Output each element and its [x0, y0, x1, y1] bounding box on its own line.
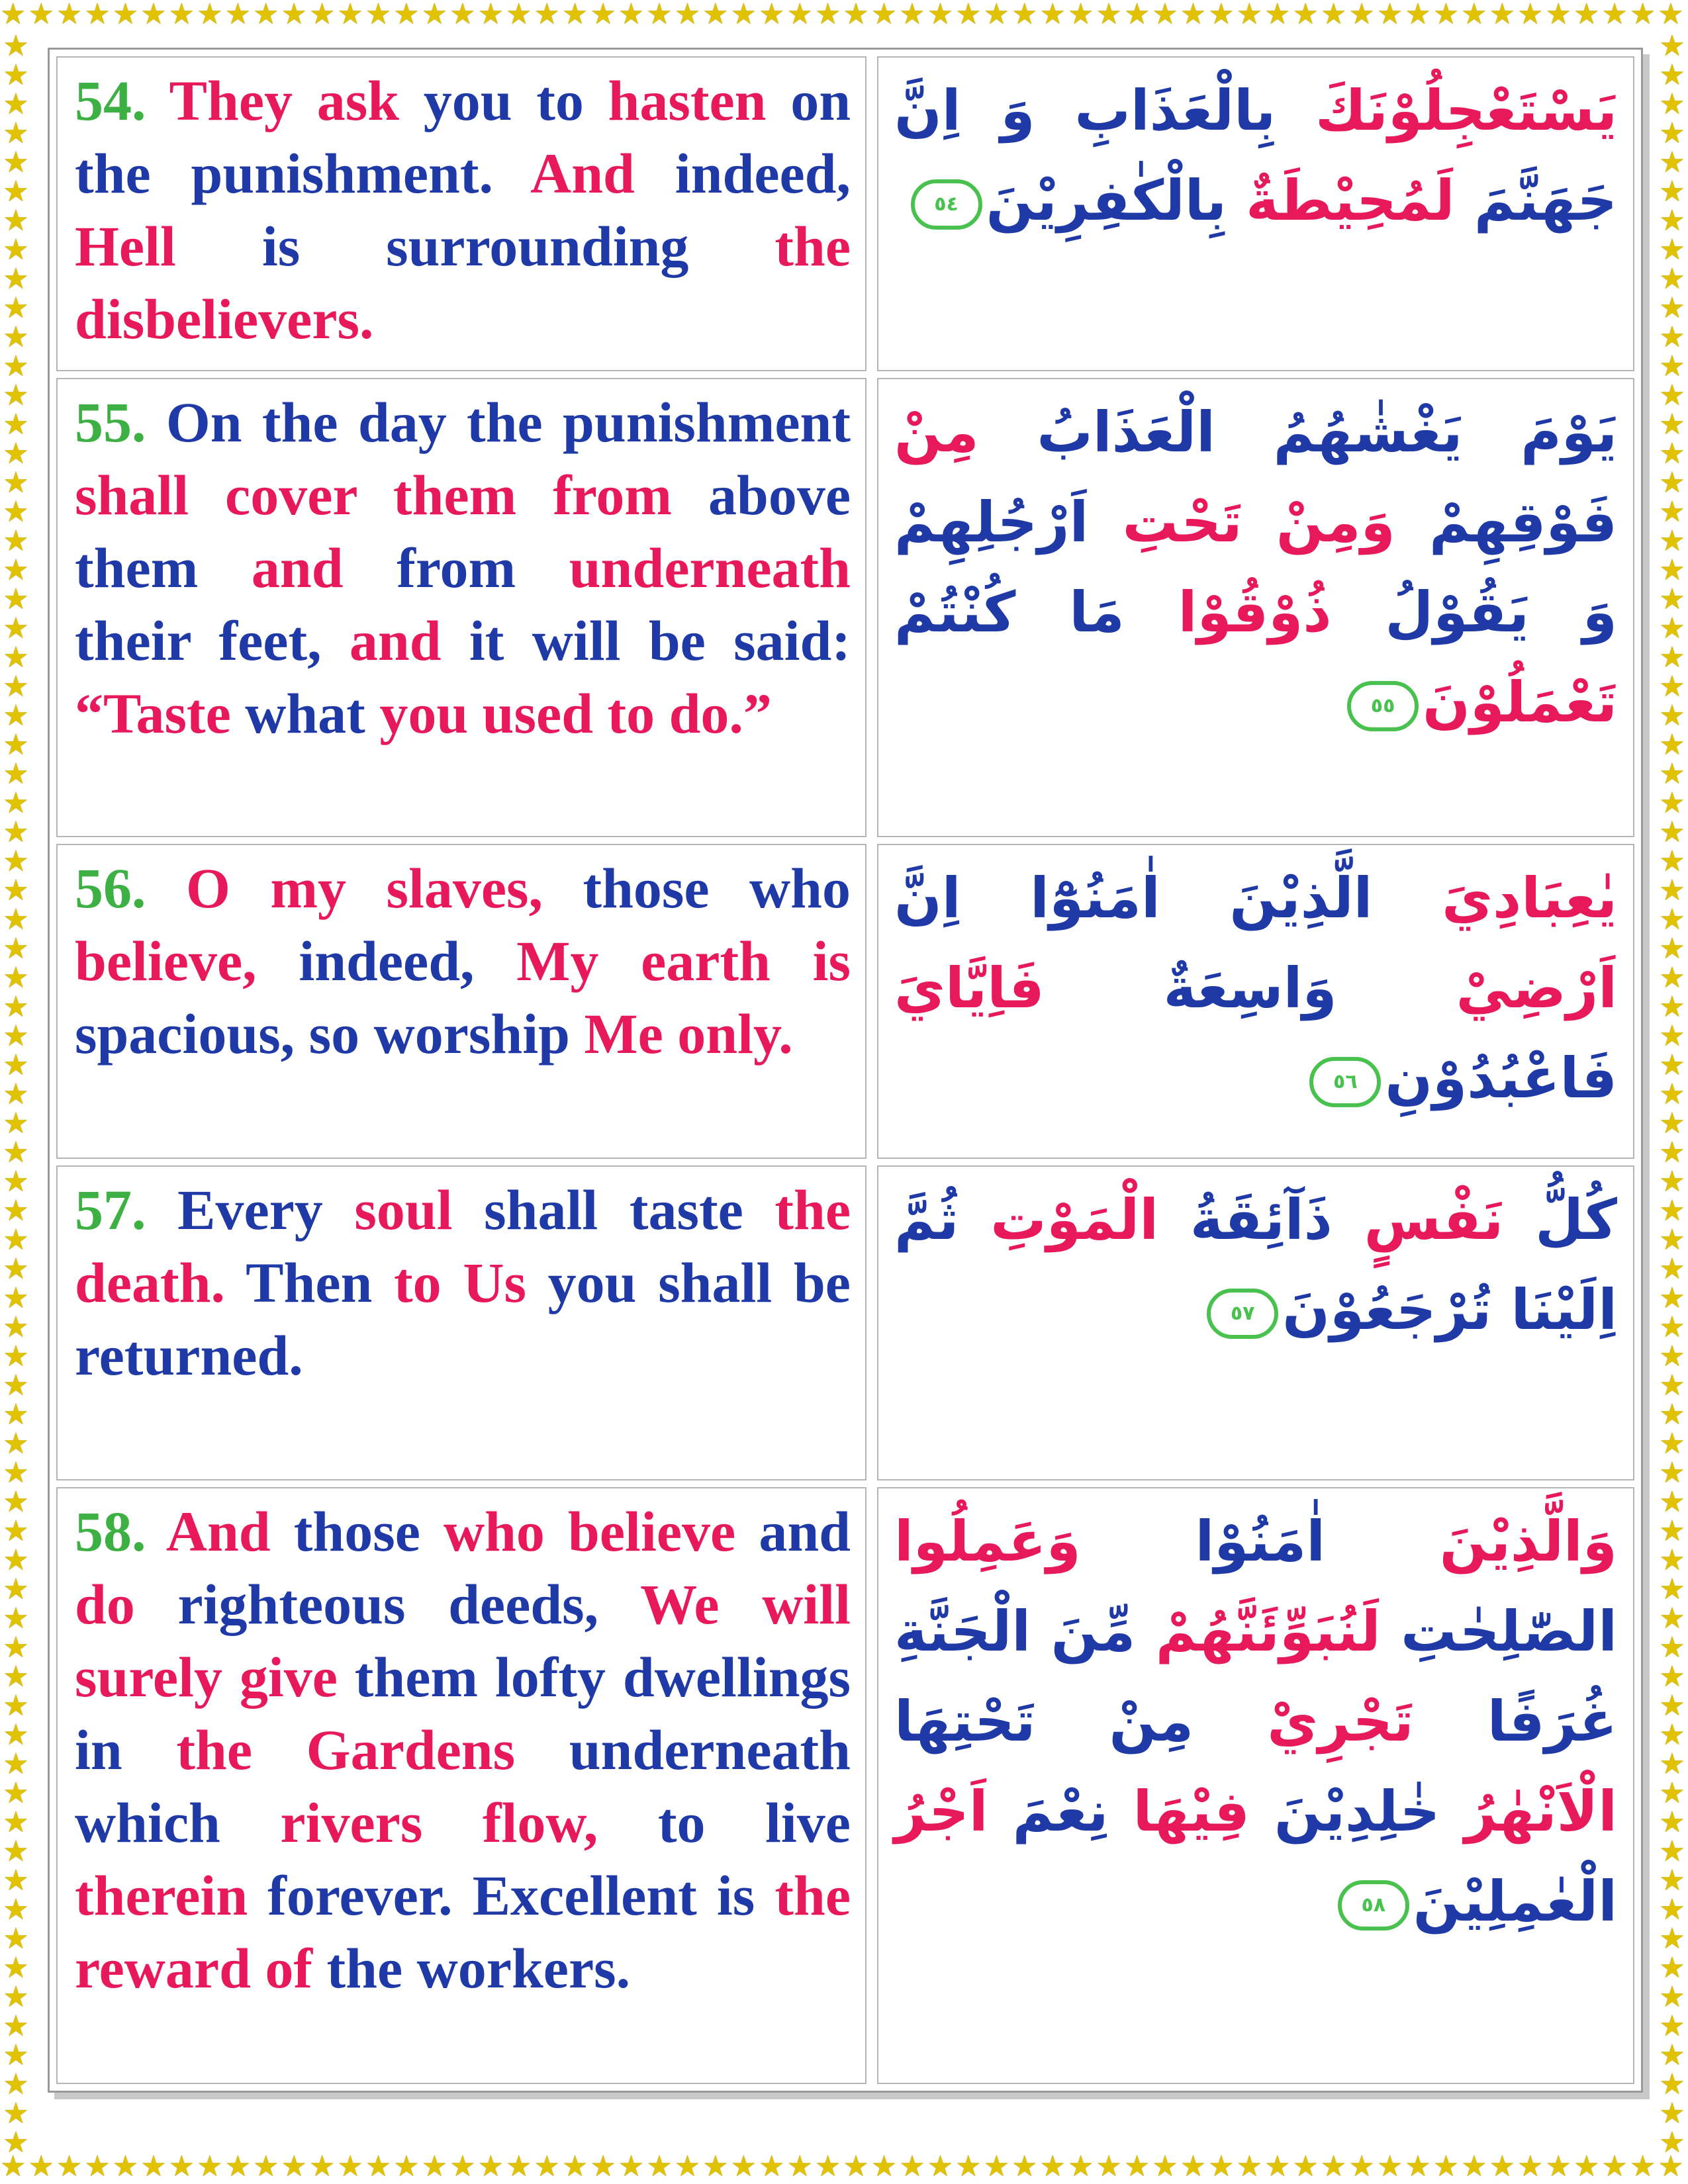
english-segment: We will surely give	[75, 1572, 851, 1709]
english-segment: their feet,	[75, 609, 350, 672]
arabic-segment: يٰعِبَادِيَ	[1372, 866, 1617, 931]
english-segment: shall taste	[484, 1178, 775, 1242]
arabic-segment: اَرْضِيْ	[1336, 956, 1617, 1021]
arabic-cell	[877, 1487, 1634, 2084]
english-segment: the death.	[75, 1178, 851, 1314]
arabic-segment: وَالَّذِيْنَ	[1325, 1509, 1617, 1574]
english-segment: forever. Excellent is	[267, 1864, 775, 1927]
arabic-segment: فَاعْبُدُوْنِ	[1385, 1046, 1617, 1111]
ayah-number-marker: ٥٧	[1207, 1289, 1278, 1339]
english-text	[75, 64, 851, 355]
english-segment: indeed,	[299, 929, 517, 993]
arabic-segment: اٰمَنُوْا	[1080, 1509, 1325, 1574]
english-segment: believe,	[75, 929, 299, 993]
english-segment: them lofty dwellings in	[75, 1645, 851, 1782]
arabic-cell	[877, 378, 1634, 837]
arabic-segment: اَرْجُلِهِمْ وَ يَقُوْلُ	[894, 490, 1617, 645]
star-border-bottom: ★★★★★★★★★★★★★★★★★★★★★★★★★★★★★★★★★★★★★★★★★★★★★★★★★★★★★★★★★★★★	[0, 2152, 1686, 2183]
arabic-segment: الْمَوْتِ	[959, 1187, 1159, 1252]
arabic-segment: مَا كُنْتُمْ	[894, 580, 1125, 645]
english-segment: hasten	[608, 69, 791, 132]
arabic-segment: تَجْرِيْ	[1194, 1689, 1414, 1754]
english-segment: And	[530, 142, 675, 205]
english-segment: underneath which	[75, 1718, 851, 1854]
arabic-segment: فَاِيَّايَ	[894, 956, 1045, 1021]
arabic-text	[894, 853, 1617, 1123]
verse-row-54	[56, 56, 1634, 371]
arabic-segment: خٰلِدِيْنَ	[1249, 1779, 1440, 1844]
english-segment: Me only.	[584, 1002, 793, 1066]
english-segment: On the day the punishment	[146, 390, 851, 454]
english-segment: the workers.	[326, 1936, 631, 2000]
verse-number: 56.	[75, 856, 146, 920]
english-segment: above them	[75, 463, 851, 600]
english-segment: and	[251, 536, 397, 600]
arabic-segment: بِالْكٰفِرِيْنَ	[986, 168, 1227, 233]
english-segment: the Gardens	[176, 1718, 569, 1782]
verse-number: 55.	[75, 390, 146, 454]
arabic-segment: تُرْجَعُوْنَ	[1282, 1277, 1492, 1342]
arabic-segment: نِعْمَ	[988, 1779, 1109, 1844]
arabic-segment: الَّذِيْنَ اٰمَنُوْٓا اِنَّ	[894, 866, 1373, 931]
english-segment: soul	[354, 1178, 485, 1242]
arabic-segment: يَسْتَعْجِلُوْنَكَ	[1276, 78, 1617, 143]
english-segment: do	[75, 1572, 178, 1636]
english-segment: you shall be returned.	[75, 1251, 851, 1387]
english-segment: to live	[657, 1791, 851, 1854]
arabic-cell	[877, 844, 1634, 1159]
english-cell	[56, 378, 867, 837]
ayah-number-marker: ٥٨	[1338, 1880, 1409, 1931]
arabic-cell	[877, 1165, 1634, 1480]
arabic-segment: الْعٰمِلِيْنَ	[1413, 1869, 1617, 1934]
english-segment: the disbelievers.	[75, 214, 851, 351]
arabic-segment: الْاَنْهٰرُ	[1440, 1779, 1617, 1844]
english-segment: My earth is	[516, 929, 851, 993]
english-segment: you to	[423, 69, 608, 132]
star-border-left: ★★★★★★★★★★★★★★★★★★★★★★★★★★★★★★★★★★★★★★★★★★★★★★★★★★★★★★★★★★★★★★★★★★★★★★★★★	[3, 32, 29, 2152]
english-text	[75, 852, 851, 1070]
arabic-segment: مِّنَ الْجَنَّةِ غُرَفًا	[894, 1599, 1617, 1754]
english-segment: and	[759, 1500, 851, 1563]
english-segment: it will be said:	[469, 609, 851, 672]
verse-row-56	[56, 844, 1634, 1159]
arabic-segment: تَعْمَلُوْنَ	[1423, 670, 1617, 735]
english-segment: indeed,	[675, 142, 851, 205]
arabic-segment: وَاسِعَةٌ	[1044, 956, 1337, 1021]
arabic-segment: اَجْرُ	[894, 1779, 988, 1844]
arabic-segment: نَفْسٍ	[1332, 1187, 1504, 1252]
english-segment: you used to do.”	[379, 682, 772, 745]
arabic-text	[894, 1496, 1617, 1946]
verse-row-58	[56, 1487, 1634, 2084]
english-text	[75, 1173, 851, 1392]
english-segment: the reward of	[75, 1864, 851, 2000]
english-segment: underneath	[569, 536, 851, 600]
arabic-text	[894, 66, 1617, 246]
arabic-segment: مِنْ تَحْتِهَا	[894, 1689, 1194, 1754]
english-segment: Then	[246, 1251, 395, 1314]
verse-row-57	[56, 1165, 1634, 1480]
english-segment: on the punishment.	[75, 69, 851, 205]
arabic-segment: لَنُبَوِّئَنَّهُمْ	[1135, 1599, 1381, 1664]
arabic-text	[894, 387, 1617, 747]
english-text	[75, 386, 851, 750]
arabic-segment: فَوْقِهِمْ	[1395, 490, 1617, 555]
verse-number: 58.	[75, 1500, 146, 1563]
english-cell	[56, 1165, 867, 1480]
english-segment: They ask	[146, 69, 424, 132]
english-segment: what	[245, 682, 380, 745]
arabic-segment: ذَآئِقَةُ	[1158, 1187, 1333, 1252]
english-segment: shall cover them from	[75, 463, 708, 527]
arabic-segment: وَمِنْ تَحْتِ	[1088, 490, 1395, 555]
english-segment: Every	[146, 1178, 355, 1242]
arabic-segment: فِيْهَا	[1108, 1779, 1250, 1844]
verse-row-55	[56, 378, 1634, 837]
arabic-segment: وَعَمِلُوا	[894, 1509, 1081, 1574]
arabic-segment: لَمُحِيْطَةٌ	[1226, 168, 1455, 233]
arabic-segment: بِالْعَذَابِ وَ اِنَّ	[894, 78, 1276, 143]
english-segment: is surrounding	[261, 214, 775, 278]
star-border-right: ★★★★★★★★★★★★★★★★★★★★★★★★★★★★★★★★★★★★★★★★★★★★★★★★★★★★★★★★★★★★★★★★★★★★★★★★★	[1659, 32, 1685, 2152]
english-segment: those who	[583, 856, 851, 920]
english-segment: those	[293, 1500, 444, 1563]
english-segment: righteous deeds,	[177, 1572, 641, 1636]
english-segment: And	[146, 1500, 294, 1563]
english-text	[75, 1495, 851, 2005]
english-segment: rivers flow,	[280, 1791, 658, 1854]
arabic-segment: مِنْ	[894, 400, 979, 465]
verse-number: 54.	[75, 69, 146, 132]
ayah-number-marker: ٥٦	[1309, 1057, 1381, 1107]
english-segment: spacious, so worship	[75, 1002, 585, 1066]
verse-table	[48, 48, 1643, 2093]
english-segment: “Taste	[75, 682, 246, 745]
arabic-segment: ثُمَّ اِلَيْنَا	[894, 1187, 1617, 1342]
english-cell	[56, 1487, 867, 2084]
english-segment: from	[397, 536, 569, 600]
arabic-segment: جَهَنَّمَ	[1454, 168, 1617, 233]
ayah-number-marker: ٥٥	[1347, 681, 1419, 731]
verse-number: 57.	[75, 1178, 146, 1242]
ayah-number-marker: ٥٤	[911, 179, 982, 230]
arabic-segment: يَوْمَ يَغْشٰهُمُ الْعَذَابُ	[978, 400, 1617, 465]
english-cell	[56, 844, 867, 1159]
arabic-cell	[877, 56, 1634, 371]
english-segment: and	[349, 609, 469, 672]
arabic-segment: الصّٰلِحٰتِ	[1380, 1599, 1617, 1664]
star-border-top: ★★★★★★★★★★★★★★★★★★★★★★★★★★★★★★★★★★★★★★★★★★★★★★★★★★★★★★★★★★★★	[0, 0, 1686, 31]
arabic-segment: كُلُّ	[1503, 1187, 1618, 1252]
english-segment: therein	[75, 1864, 268, 1927]
english-segment: to Us	[394, 1251, 548, 1314]
english-segment: O my slaves,	[146, 856, 583, 920]
english-segment: who believe	[444, 1500, 759, 1563]
english-segment: Hell	[75, 214, 262, 278]
arabic-segment: ذُوْقُوْا	[1124, 580, 1332, 645]
english-cell	[56, 56, 867, 371]
arabic-text	[894, 1175, 1617, 1355]
